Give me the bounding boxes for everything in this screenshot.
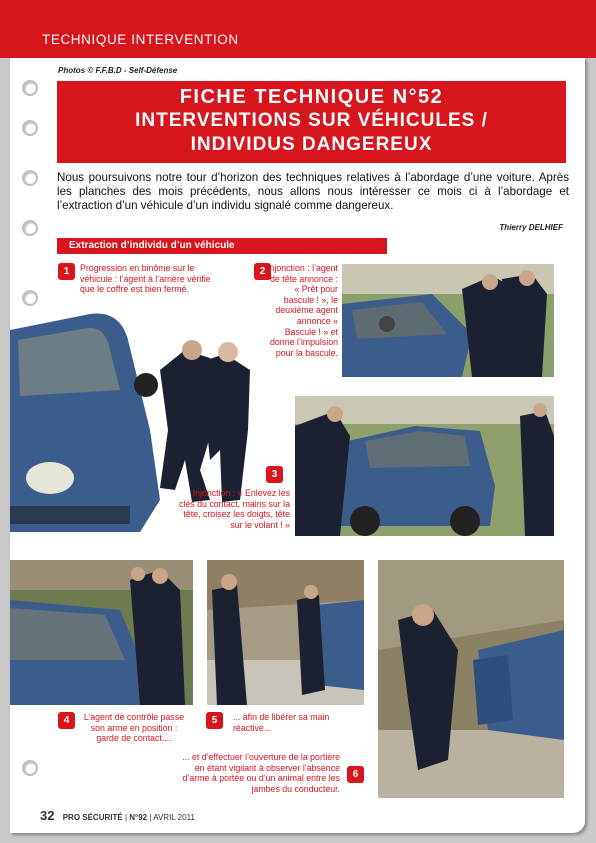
photo-step-6 [378,560,564,798]
title-box [57,81,566,163]
title-line: INDIVIDUS DANGEREUX [190,134,433,155]
step-number: 5 [206,712,223,729]
issue-date: AVRIL 2011 [153,813,195,822]
photo-step-3 [295,396,554,536]
issue-number: N°92 [129,813,148,822]
step-number: 2 [254,263,271,280]
photo-step-5 [207,560,364,705]
step-number: 6 [347,766,364,783]
section-title: TECHNIQUE INTERVENTION [42,32,239,47]
binder-ring [22,290,38,306]
step-caption: ... afin de libérer sa main réactive... [233,712,330,733]
step-number: 3 [266,466,283,483]
title-line: INTERVENTIONS SUR VÉHICULES / [135,110,488,131]
binder-ring [22,760,38,776]
step-number: 1 [58,263,75,280]
intro-paragraph: Nous poursuivons notre tour d’horizon des techniques relatives à l’abordage d’une voiture. Après les planches des mois précédents, nous allons nous intéresser ce mois ci à l’abordage et l’extraction d’un véhicule d’un individu signalé comme dangereux. [57,171,569,213]
binder-ring [22,120,38,136]
binder-ring [22,220,38,236]
step-caption: ... et d’effectuer l’ouverture de la portière en étant vigilant à observer l’absence d’arme à portée ou d’un animal entre les jambes du conducteur. [182,752,340,794]
photo-credit: Photos © F.F.B.D - Self-Défense [58,66,178,75]
author: Thierry DELHIEF [499,223,563,232]
binder-ring [22,170,38,186]
photo-step-2 [342,264,554,377]
step-caption: Injonction : « Enlevez les clés du contact, mains sur la tête, croisez les doigts, tête sur le volant ! » [179,488,290,530]
header-bar [0,0,596,58]
photo-step-4 [10,560,193,705]
page-number: 32 [40,808,55,823]
step-caption: Injonction : l’agent de tête annonce : « Prêt pour bascule ! », le deuxième agent annonce « Bascule ! » et donne l’impulsion pour la bascule. [267,263,338,358]
magazine-name: PRO SÉCURITÉ [62,813,123,822]
binder-ring [22,80,38,96]
section-subheading: Extraction d’individu d’un véhicule [57,238,387,254]
magazine-page [10,58,585,833]
step-caption: L’agent de contrôle passe son arme en position : garde de contact.... [83,712,185,744]
step-number: 4 [58,712,75,729]
title-line: FICHE TECHNIQUE N°52 [179,86,444,108]
step-caption: Progression en binôme sur le véhicule : l’agent à l’arrière vérifie que le coffre est bien fermé. [80,263,211,295]
footer: 32 PRO SÉCURITÉ | N°92 | AVRIL 2011 [40,808,195,823]
